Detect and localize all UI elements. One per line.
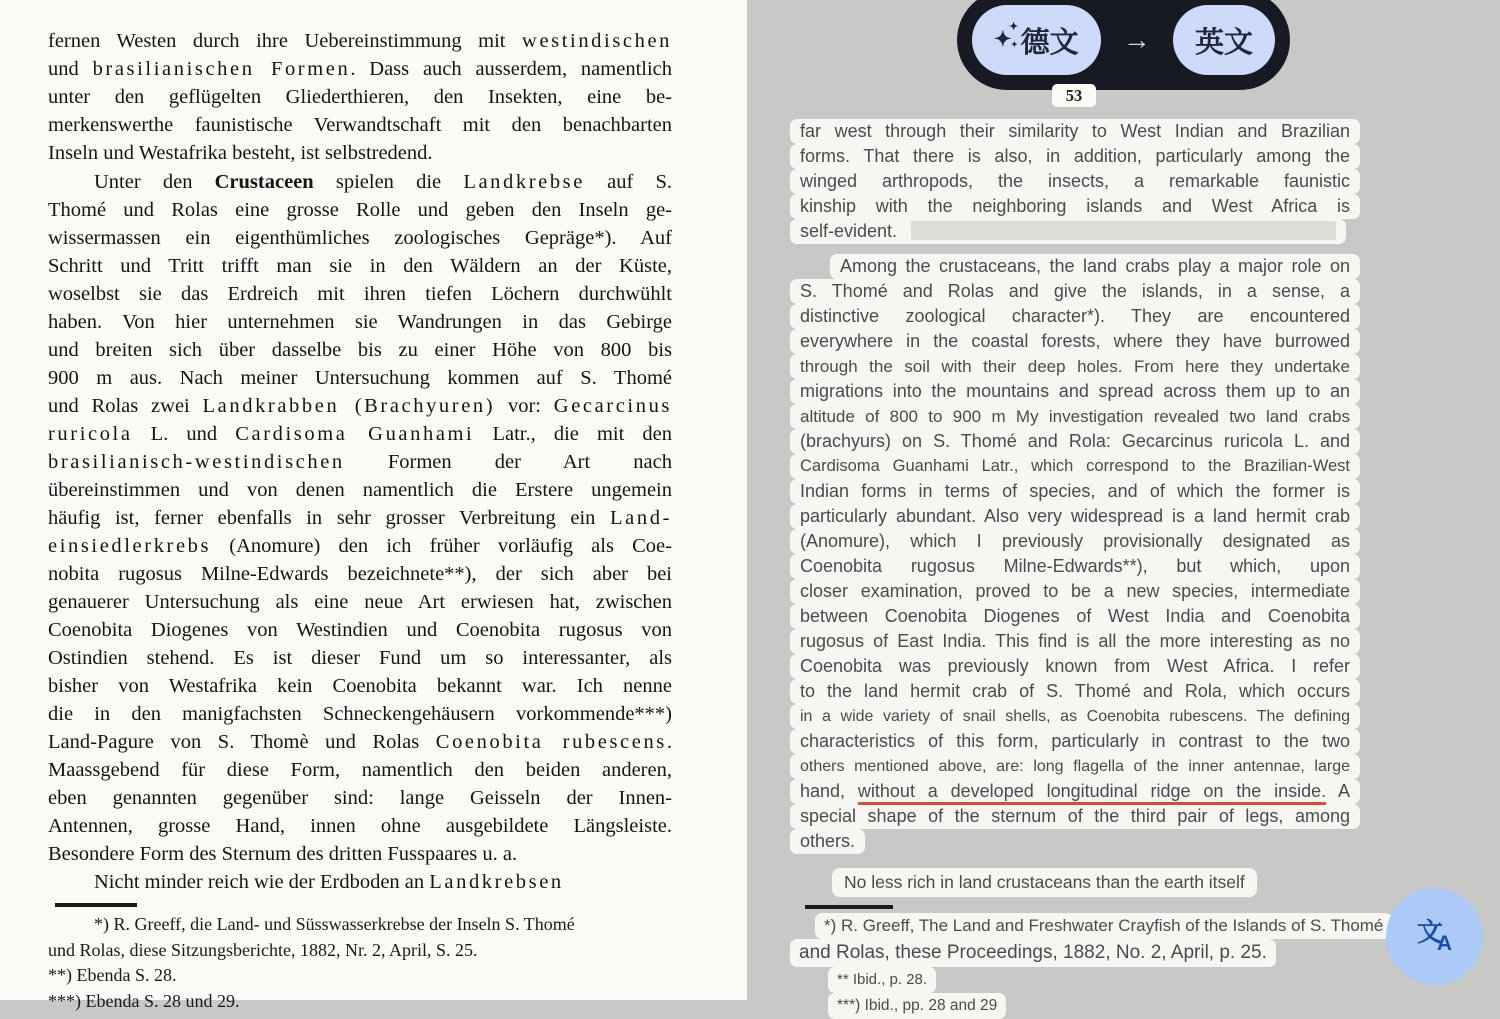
english-block-1 [790, 119, 1360, 244]
text-line: brasilianisch-westindischen Formen der Art nach [48, 451, 672, 473]
target-language-button[interactable] [1173, 5, 1275, 75]
text-line: Ostindien stehend. Es ist dieser Fund um so interessanter, als [48, 647, 672, 669]
english-block-2 [790, 254, 1360, 854]
text-line: Schritt und Tritt trifft man sie in den Wäldern an der Küste, [48, 255, 672, 277]
text-line: ruricola L. und Cardisoma Guanhami Latr., die mit den [48, 423, 672, 445]
german-paragraph-2 [48, 168, 672, 868]
english-footnotes [790, 913, 1430, 1019]
text-line: fernen Westen durch ihre Uebereinstimmung mit westindischen [48, 30, 672, 52]
text-line: Maassgebend für diese Form, namentlich den beiden anderen, [48, 759, 672, 781]
text-line: Unter den Crustaceen spielen die Landkrebse auf S. [94, 171, 672, 193]
text-line: und Rolas zwei Landkrabben (Brachyuren) vor: Gecarcinus [48, 395, 672, 417]
source-language-label: 德文 [1020, 26, 1079, 59]
text-line: Among the crustaceans, the land crabs play a major role on [830, 254, 1360, 279]
overlay-artifact [911, 221, 1336, 240]
scanned-page [0, 0, 747, 1011]
text-line: special shape of the sternum of the third pair of legs, among [790, 804, 1360, 829]
text-line: Inseln und Westafrika besteht, ist selbstredend. [48, 142, 433, 164]
source-language-button[interactable]: ✦ ✦ ✦ 德文 [972, 5, 1101, 75]
footnote-divider [805, 905, 893, 909]
text-line: und Rolas, diese Sitzungsberichte, 1882, Nr. 2, April, S. 25. [48, 939, 478, 960]
text-line: kinship with the neighboring islands and West Africa is [790, 194, 1360, 219]
text-line: die in den manigfachsten Schneckengehäusern vorkommende***) [48, 703, 672, 725]
text-line: and Rolas, these Proceedings, 1882, No. 2, April, p. 25. [790, 939, 1276, 967]
text-line: self-evident. [790, 219, 1346, 244]
text-line: ** Ibid., p. 28. [828, 967, 936, 993]
text-line: merkenswerthe faunistische Verwandtschaft mit den benachbarten [48, 114, 672, 136]
text-line: bisher von Westafrika kein Coenobita bekannt war. Ich nenne [48, 675, 672, 697]
text-line: eben genannten gegenüber sind: lange Geisseln der Innen- [48, 787, 672, 809]
text-line: genauerer Untersuchung als eine neue Art erwiesen hat, zwischen [48, 591, 672, 613]
language-selector-pill [957, 0, 1290, 90]
text-line: to the land hermit crab of S. Thomé and Rola, which occurs [790, 679, 1360, 704]
text-line: und breiten sich über dasselbe bis zu einer Höhe von 800 bis [48, 339, 672, 361]
text-line: übereinstimmen und von denen namentlich die Erstere ungemein [48, 479, 672, 501]
text-line: *) R. Greeff, die Land- und Süsswasserkrebse der Inseln S. Thomé [94, 914, 575, 934]
text-line: (brachyurs) on S. Thomé and Rola: Gecarcinus ruricola L. and [790, 429, 1360, 454]
german-paragraph-1 [48, 27, 672, 167]
text-line: Coenobita rugosus Milne-Edwards**), but which, upon [790, 554, 1360, 579]
page-number: 53 [1052, 84, 1096, 107]
translate-icon: 文 A [1416, 917, 1453, 955]
english-caption-line: No less rich in land crustaceans than the earth itself [832, 868, 1257, 897]
text-line: ***) Ibid., pp. 28 and 29 [828, 993, 1006, 1019]
text-line: haben. Von hier unternehmen sie Wandrungen in das Gebirge [48, 311, 672, 333]
text-line: häufig ist, ferner ebenfalls in sehr grosser Verbreitung ein Land- [48, 507, 672, 529]
text-line: distinctive zoological character*). They are encountered [790, 304, 1360, 329]
text-line: wissermassen ein eigenthümliches zoologisches Gepräge*). Auf [48, 227, 672, 249]
text-line: through the soil with their deep holes. From here they undertake [790, 354, 1360, 379]
text-line: hand, without a developed longitudinal ridge on the inside. A [790, 779, 1360, 804]
german-footnotes [48, 912, 672, 1014]
text-line: woselbst sie das Erdreich mit ihren tiefen Löchern durchwühlt [48, 283, 672, 305]
text-line: **) Ebenda S. 28. [48, 965, 177, 985]
text-line: nobita rugosus Milne-Edwards bezeichnete**), der sich aber bei [48, 563, 672, 585]
text-line: Coenobita was previously known from West Africa. I refer [790, 654, 1360, 679]
text-line: und brasilianischen Formen. Dass auch ausserdem, namentlich [48, 58, 672, 80]
text-line: altitude of 800 to 900 m My investigation revealed two land crabs [790, 404, 1360, 429]
text-line: Cardisoma Guanhami Latr., which correspond to the Brazilian-West [790, 454, 1360, 479]
text-line: others mentioned above, are: long flagella of the inner antennae, large [790, 754, 1360, 779]
arrow-right-icon: → [1122, 24, 1151, 55]
text-line: rugosus of East India. This find is all the more interesting as no [790, 629, 1360, 654]
translate-fab-button[interactable] [1386, 888, 1483, 985]
german-paragraph-3 [48, 868, 672, 896]
text-line: forms. That there is also, in addition, particularly among the [790, 144, 1360, 169]
text-line: einsiedlerkrebs (Anomure) den ich früher vorläufig als Coe- [48, 535, 672, 557]
text-line: in a wide variety of snail shells, as Coenobita rubescens. The defining [790, 704, 1360, 729]
text-line: Besondere Form des Sternum des dritten Fusspaares u. a. [48, 843, 518, 865]
target-language-label: 英文 [1194, 26, 1253, 59]
text-line: Nicht minder reich wie der Erdboden an Landkrebsen [94, 871, 564, 893]
text-line: (Anomure), which I previously provisionally designated as [790, 529, 1360, 554]
text-line: Antennen, grosse Hand, innen ohne ausgebildete Längsleiste. [48, 815, 672, 837]
text-line: others. [790, 829, 865, 854]
text-line: migrations into the mountains and spread across them up to an [790, 379, 1360, 404]
text-line: 900 m aus. Nach meiner Untersuchung kommen auf S. Thomé [48, 367, 672, 389]
text-line: particularly abundant. Also very widespread is a land hermit crab [790, 504, 1360, 529]
text-line: far west through their similarity to West Indian and Brazilian [790, 119, 1360, 144]
text-line: Thomé und Rolas eine grosse Rolle und geben den Inseln ge- [48, 199, 672, 221]
text-line: S. Thomé and Rolas and give the islands, in a sense, a [790, 279, 1360, 304]
text-line: characteristics of this form, particularly in contrast to the two [790, 729, 1360, 754]
text-line: Indian forms in terms of species, and of which the former is [790, 479, 1360, 504]
footnote-divider [55, 903, 137, 907]
text-line: ***) Ebenda S. 28 und 29. [48, 990, 240, 1011]
text-line: winged arthropods, the insects, a remarkable faunistic [790, 169, 1360, 194]
text-line: Land-Pagure von S. Thomè und Rolas Coenobita rubescens. [48, 731, 672, 753]
text-line: *) R. Greeff, The Land and Freshwater Crayfish of the Islands of S. Thomé [815, 913, 1392, 939]
camera-translation-view [747, 0, 1500, 1014]
text-line: closer examination, proved to be a new species, intermediate [790, 579, 1360, 604]
text-line: Coenobita Diogenes von Westindien und Coenobita rugosus von [48, 619, 672, 641]
text-line: between Coenobita Diogenes of West India and Coenobita [790, 604, 1360, 629]
text-line: everywhere in the coastal forests, where they have burrowed [790, 329, 1360, 354]
text-line: unter den geflügelten Gliederthieren, den Insekten, eine be- [48, 86, 672, 108]
